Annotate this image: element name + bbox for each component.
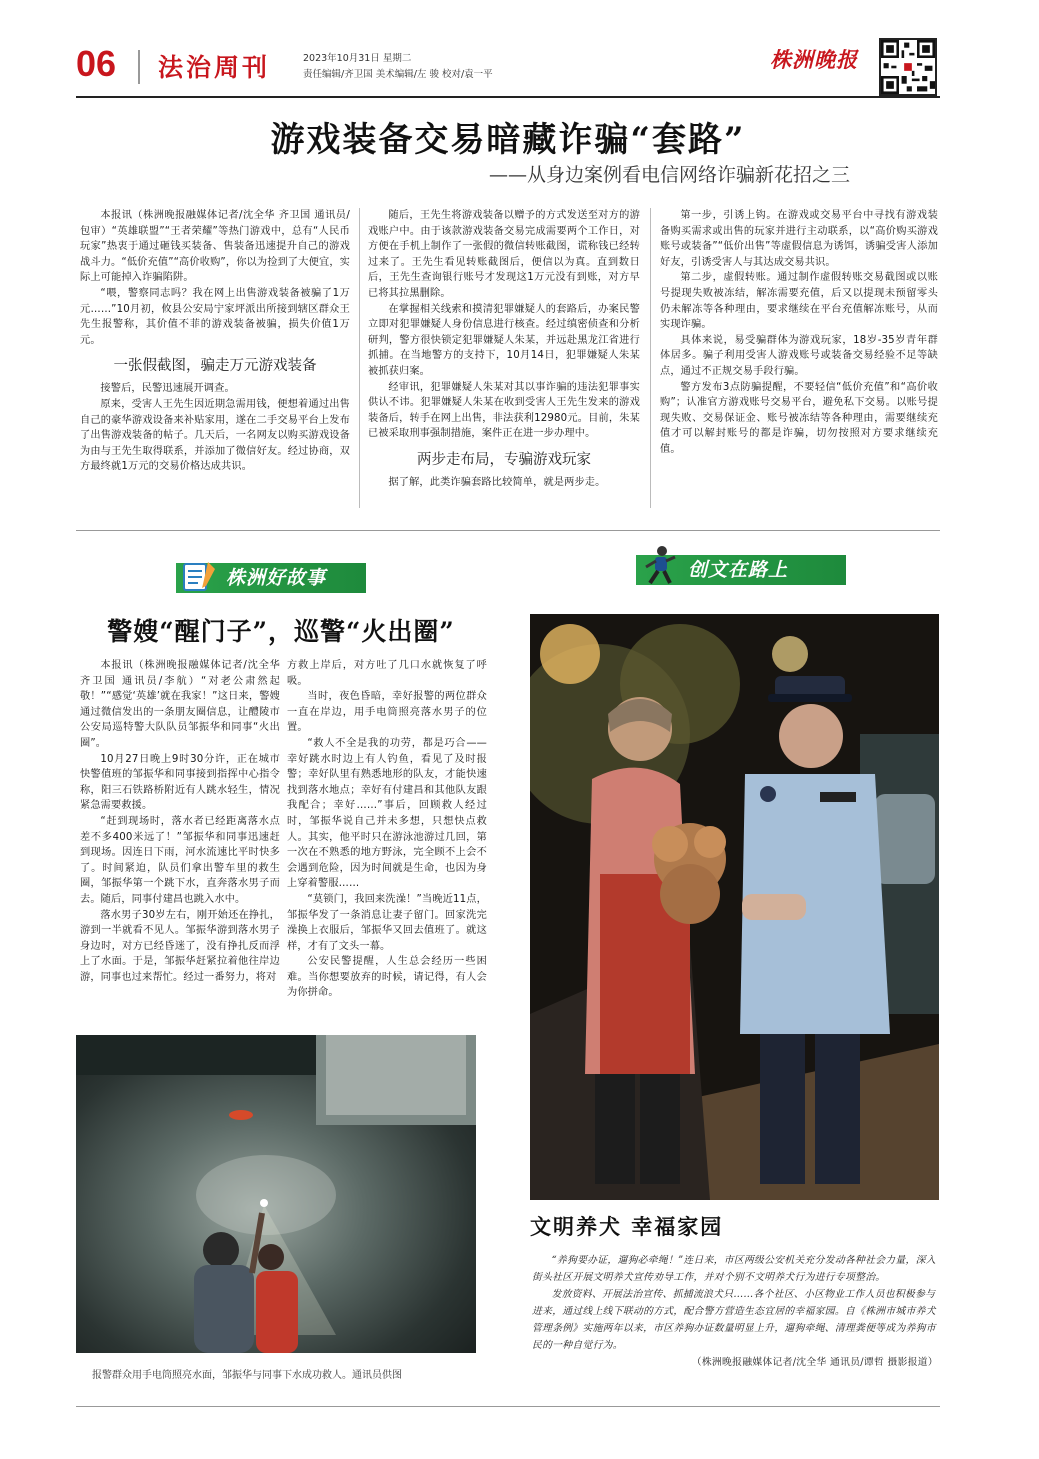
story2-column-2	[287, 658, 487, 1001]
rescue-photo-caption: 报警群众用手电筒照亮水面，邹振华与同事下水成功救人。通讯员供图	[92, 1370, 402, 1381]
runner-icon	[640, 545, 680, 587]
paragraph: “养狗要办证，遛狗必牵绳！”连日来，市区两级公安机关充分发动各种社会力量，深入街头社区开展文明养犬宣传劝导工作，并对个别不文明养犬行为进行专项整治。	[532, 1255, 936, 1283]
story1-column-3	[660, 208, 938, 458]
section-divider	[76, 530, 940, 531]
paragraph: 方救上岸后，对方吐了几口水就恢复了呼吸。	[287, 660, 487, 687]
story1-column-2	[368, 208, 640, 491]
story3-body	[532, 1252, 938, 1371]
paragraph: 据了解，此类诈骗套路比较简单，就是两步走。	[388, 476, 606, 488]
paragraph: 发放资料、开展法治宣传、抓捕流浪犬只……各个社区、小区物业工作人员也积极参与进来，通过线上线下联动的方式，配合警方营造生态宜居的幸福家园。自《株洲市城市养犬管理条例》实施两年以来，市区养狗办证数量明显上升，遛狗牵绳、清理粪便等成为养狗市民的一种自觉行为。	[532, 1289, 936, 1351]
paragraph: 随后，王先生将游戏装备以赠予的方式发送至对方的游戏账户中。由于该款游戏装备交易完成需要两个工作日，对方便在手机上制作了一张假的微信转账截图，谎称钱已经转过来了。王先生看见转账截图后，便信以为真。直到数日后，王先生查询银行账号才发现这1万元没有到账，对方早已将其拉黑删除。	[368, 210, 640, 299]
photo-credit: （株洲晚报融媒体记者/沈全华 通讯员/谭哲 摄影报道）	[691, 1357, 938, 1368]
paragraph: 公安民警提醒，人生总会经历一些困难。当你想要放弃的时候，请记得，有人会为你拼命。	[287, 956, 487, 999]
paragraph: 原来，受害人王先生因近期急需用钱，便想着通过出售自己的豪华游戏设备来补贴家用，遂在二手交易平台上发布了出售游戏装备的帖子。几天后，一名网友以购买游戏设备为由与王先生取得联系，并添加了微信好友。经过协商，双方最终就1万元的交易价格达成共识。	[80, 398, 350, 473]
paragraph: “喂，警察同志吗？我在网上出售游戏装备被骗了1万元……”10月初，攸县公安局宁家坪派出所接到辖区群众王先生报警称，其价值不菲的游戏装备被骗，损失价值1万元。	[80, 287, 350, 346]
story2-column-1	[80, 658, 280, 985]
staff-credits: 责任编辑/齐卫国 美术编辑/左 骏 校对/袁一平	[303, 69, 493, 80]
rescue-photo	[76, 1035, 476, 1353]
paragraph: 接警后，民警迅速展开调查。	[100, 383, 235, 395]
section-name: 法治周刊	[158, 53, 271, 82]
issue-date: 2023年10月31日 星期二	[303, 53, 412, 64]
subheading: 两步走布局，专骗游戏玩家	[417, 451, 591, 468]
story1-subtitle: ——从身边案例看电信网络诈骗新花招之三	[488, 164, 850, 186]
story1-column-1	[80, 208, 350, 475]
paragraph: 落水男子30岁左右，刚开始还在挣扎，游到一半就看不见人。邹振华游到落水男子身边时，对方已经昏迷了，没有挣扎反而浮上了水面。于是，邹振华赶紧拉着他往岸边游，同事也过来帮忙。经过一番努力，将对	[80, 909, 280, 983]
subheading: 一张假截图，骗走万元游戏装备	[113, 358, 317, 375]
column-divider	[359, 208, 360, 508]
paragraph: 经审讯，犯罪嫌疑人朱某对其以事诈骗的违法犯罪事实供认不讳。犯罪嫌疑人朱某在收到受害人王先生发来的游戏装备后，转手在网上出售，非法获利12980元。目前，朱某已被采取刑事强制措施，案件正在进一步办理中。	[368, 381, 640, 440]
page-number: 06	[76, 43, 117, 84]
paragraph: “莫锁门，我回来洗澡！”当晚近11点，邹振华发了一条消息让妻子留门。回家洗完澡换上衣服后，邹振华又回去值班了。就这样，才有了文头一幕。	[287, 893, 487, 952]
paragraph: 第二步，虚假转账。通过制作虚假转账交易截图或以账号提现失败被冻结，解冻需要充值，后又以提现未预留零头仍未解冻等各种理由，要求继续在平台充值解冻账号，从而实现诈骗。	[660, 272, 938, 331]
rescue-photo-scene	[76, 1035, 476, 1353]
paragraph: 本报讯（株洲晚报融媒体记者/沈全华 齐卫国 通讯员/李航）“对老公肃然起敬！”“感觉‘英雄’就在我家！”这日来，警嫂通过微信发出的一条朋友圈信息，让醴陵市公安局巡特警大队队员邹振华和同事“火出圈”。	[80, 660, 280, 749]
dog-owner-photo-scene	[530, 614, 939, 1200]
paragraph: 在掌握相关线索和摸清犯罪嫌疑人的套路后，办案民警立即对犯罪嫌疑人身份信息进行核查。经过缜密侦查和分析研判，警方很快锁定犯罪嫌疑人朱某，并远赴黑龙江省进行抓捕。在当地警方的支持下，10月14日，犯罪嫌疑人朱某被抓获归案。	[368, 303, 640, 377]
newspaper-logo: 株洲晚报	[770, 47, 858, 72]
banner-label: 创文在路上	[688, 559, 789, 581]
book-icon	[182, 560, 218, 594]
header-rule	[76, 96, 940, 98]
paragraph: 警方发布3点防骗提醒，不要轻信“低价充值”和“高价收购”；认准官方游戏账号交易平台，避免私下交易。以账号提现失败、交易保证金、账号被冻结等各种理由，需要继续充值才可以解封账号的都是诈骗，切勿按照对方要求继续充值。	[660, 381, 938, 455]
bottom-rule	[76, 1406, 940, 1407]
paragraph: “赶到现场时，落水者已经距离落水点差不多400米远了！”邹振华和同事迅速赶到现场。因连日下雨，河水流速比平时快多了。时间紧迫，队员们拿出警车里的救生圈，邹振华第一个跳下水，直奔落水男子而去。随后，同事付建昌也跳入水中。	[80, 815, 280, 905]
story2-title: 警嫂“醒门子”，巡警“火出圈”	[107, 617, 455, 646]
header-divider	[138, 50, 140, 84]
paragraph: 当时，夜色昏暗，幸好报警的两位群众一直在岸边，用手电筒照亮落水男子的位置。	[287, 691, 487, 734]
story3-title: 文明养犬 幸福家园	[530, 1214, 724, 1239]
paragraph: 本报讯（株洲晚报融媒体记者/沈全华 齐卫国 通讯员/包审）“英雄联盟”“王者荣耀”等热门游戏中，总有“人民币玩家”热衷于通过砸钱买装备、售装备迅速提升自己的游戏战斗力。“低价充值”“高价收购”，你以为捡到了大便宜，实际上可能掉入诈骗陷阱。	[80, 210, 350, 284]
paragraph: 第一步，引诱上钩。在游戏或交易平台中寻找有游戏装备购买需求或出售的玩家并进行主动联系，以“高价购买游戏账号或装备”“低价出售”等虚假信息为诱饵，诱骗受害人添加好友，引诱受害人与其达成交易共识。	[660, 210, 938, 268]
dog-owner-photo	[530, 614, 939, 1200]
paragraph: “救人不全是我的功劳，都是巧合——幸好跳水时边上有人钓鱼，看见了及时报警；幸好队里有熟悉地形的队友，才能快速找到落水地点；幸好有付建昌和其他队友跟我配合；幸好……”事后，回顾救人经过时，邹振华说自己并未多想，只想快点救人。其实，他平时只在游泳池游过几回，第一次在不熟悉的地方野泳，完全顾不上会不会遇到危险，因为时间就是生命，也因为身上穿着警服……	[287, 737, 487, 890]
story1-title: 游戏装备交易暗藏诈骗“套路”	[270, 120, 746, 160]
column-divider	[650, 208, 651, 508]
banner-label: 株洲好故事	[226, 567, 327, 589]
paragraph: 10月27日晚上9时30分许，正在城市快警值班的邹振华和同事接到指挥中心指令称，阳三石铁路桥附近有人跳水轻生，情况紧急需要救援。	[80, 753, 280, 812]
qr-code-icon	[879, 38, 937, 96]
paragraph: 具体来说，易受骗群体为游戏玩家，18岁-35岁青年群体居多。骗子利用受害人游戏账号或装备交易经验不足等缺点，通过不正规交易手段行骗。	[660, 334, 938, 377]
